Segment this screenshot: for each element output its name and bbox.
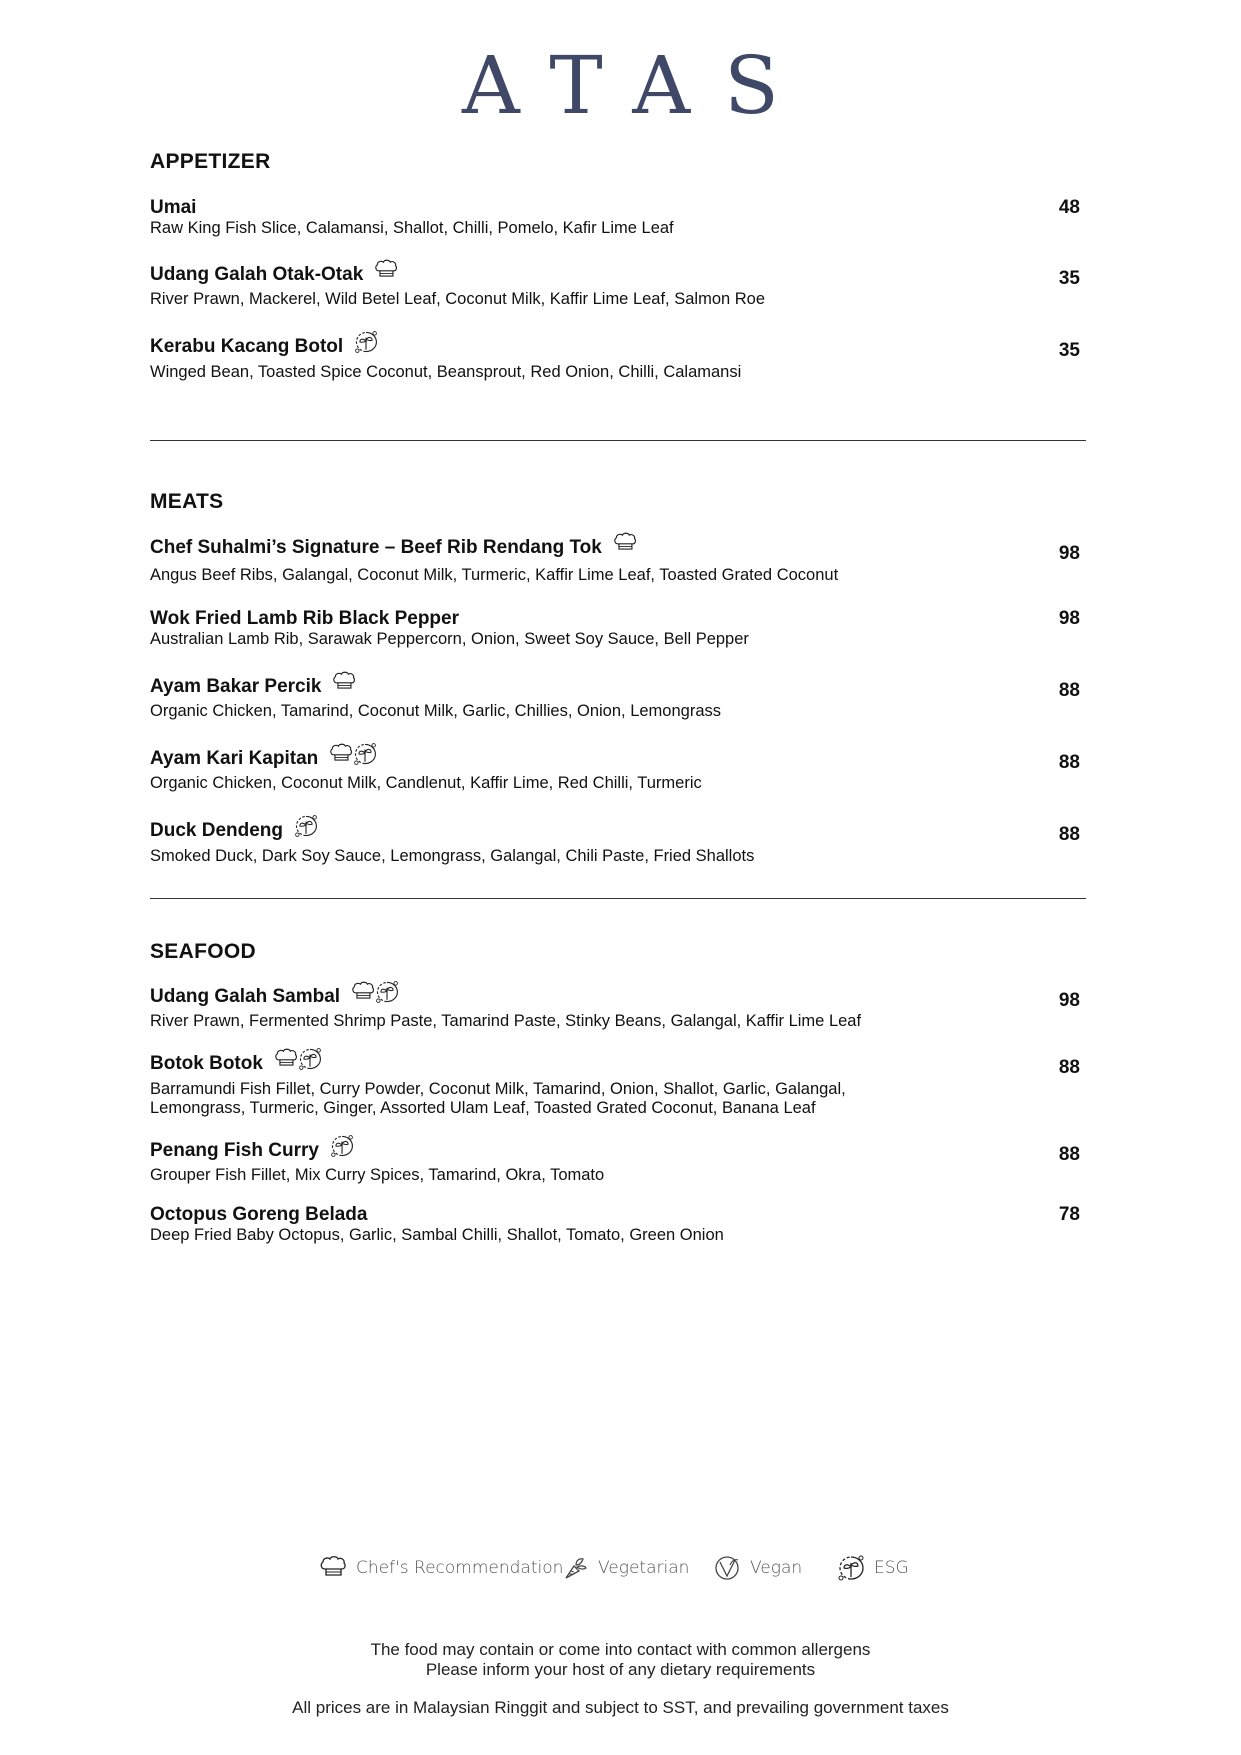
menu-item-description: River Prawn, Fermented Shrimp Paste, Tamarind Paste, Stinky Beans, Galangal, Kaffir Lime Leaf bbox=[150, 1012, 862, 1030]
section-title-seafood: SEAFOOD bbox=[150, 940, 256, 963]
menu-item-description-cont: Lemongrass, Turmeric, Ginger, Assorted Ulam Leaf, Toasted Grated Coconut, Banana Leaf bbox=[150, 1099, 816, 1117]
esg-icon bbox=[374, 979, 400, 1005]
chef-hat-icon bbox=[350, 979, 376, 1005]
esg-icon bbox=[293, 813, 319, 839]
menu-item-price: 88 bbox=[1058, 1057, 1080, 1078]
menu-item-name: Chef Suhalmi’s Signature – Beef Rib Rendang Tok bbox=[150, 533, 638, 559]
menu-item-price: 35 bbox=[1058, 340, 1080, 361]
menu-item-description: River Prawn, Mackerel, Wild Betel Leaf, Coconut Milk, Kaffir Lime Leaf, Salmon Roe bbox=[150, 290, 766, 308]
legend-label: Vegan bbox=[750, 1558, 803, 1578]
dietary-notice: Please inform your host of any dietary requirements bbox=[425, 1660, 816, 1679]
chef-hat-icon bbox=[373, 257, 399, 283]
menu-item-name: Udang Galah Otak-Otak bbox=[150, 260, 399, 286]
section-title-appetizer: APPETIZER bbox=[150, 150, 271, 173]
esg-icon bbox=[353, 329, 379, 355]
chef-hat-icon bbox=[328, 741, 354, 767]
esg-icon bbox=[329, 1133, 355, 1159]
menu-item-name: Umai bbox=[150, 197, 197, 218]
menu-item-name: Botok Botok bbox=[150, 1049, 323, 1075]
menu-item-price: 48 bbox=[1058, 197, 1080, 218]
menu-item-description: Grouper Fish Fillet, Mix Curry Spices, Tamarind, Okra, Tomato bbox=[150, 1166, 605, 1184]
menu-item-price: 78 bbox=[1058, 1204, 1080, 1225]
chef-hat-icon bbox=[318, 1553, 348, 1583]
vegan-icon bbox=[712, 1553, 742, 1583]
menu-item-name: Duck Dendeng bbox=[150, 816, 319, 842]
menu-item-name: Penang Fish Curry bbox=[150, 1136, 355, 1162]
menu-item-description: Australian Lamb Rib, Sarawak Peppercorn, Onion, Sweet Soy Sauce, Bell Pepper bbox=[150, 630, 749, 648]
menu-item-price: 88 bbox=[1058, 824, 1080, 845]
menu-item-name: Udang Galah Sambal bbox=[150, 982, 400, 1008]
chef-hat-icon bbox=[273, 1046, 299, 1072]
menu-item-name: Wok Fried Lamb Rib Black Pepper bbox=[150, 608, 460, 629]
legend-item-vegan bbox=[712, 1548, 802, 1588]
menu-item-name: Octopus Goreng Belada bbox=[150, 1204, 368, 1225]
menu-item-description: Smoked Duck, Dark Soy Sauce, Lemongrass, Galangal, Chili Paste, Fried Shallots bbox=[150, 847, 755, 865]
section-divider bbox=[150, 898, 1086, 899]
esg-icon bbox=[297, 1046, 323, 1072]
chef-hat-icon bbox=[331, 669, 357, 695]
vegetarian-icon bbox=[560, 1553, 590, 1583]
legend-label: Chef's Recommendation bbox=[356, 1558, 564, 1578]
menu-item-price: 98 bbox=[1058, 990, 1080, 1011]
section-title-meats: MEATS bbox=[150, 490, 224, 513]
esg-icon bbox=[352, 741, 378, 767]
legend-item-esg bbox=[836, 1548, 909, 1588]
menu-item-price: 88 bbox=[1058, 680, 1080, 701]
menu-item-description: Winged Bean, Toasted Spice Coconut, Beansprout, Red Onion, Chilli, Calamansi bbox=[150, 363, 742, 381]
esg-icon bbox=[836, 1553, 866, 1583]
menu-item-description: Raw King Fish Slice, Calamansi, Shallot, Chilli, Pomelo, Kafir Lime Leaf bbox=[150, 219, 674, 237]
menu-item-name: Kerabu Kacang Botol bbox=[150, 332, 379, 358]
brand-logo: ATAS bbox=[462, 39, 813, 132]
legend-item-chef bbox=[318, 1548, 563, 1588]
chef-hat-icon bbox=[612, 530, 638, 556]
menu-item-description: Organic Chicken, Coconut Milk, Candlenut, Kaffir Lime, Red Chilli, Turmeric bbox=[150, 774, 702, 792]
menu-item-name: Ayam Bakar Percik bbox=[150, 672, 357, 698]
menu-item-price: 98 bbox=[1058, 608, 1080, 629]
menu-item-name: Ayam Kari Kapitan bbox=[150, 744, 378, 770]
legend-item-vegetarian bbox=[560, 1548, 689, 1588]
menu-item-description: Angus Beef Ribs, Galangal, Coconut Milk, Turmeric, Kaffir Lime Leaf, Toasted Grated Coconut bbox=[150, 566, 839, 584]
legend-label: Vegetarian bbox=[598, 1558, 690, 1578]
menu-item-description: Deep Fried Baby Octopus, Garlic, Sambal Chilli, Shallot, Tomato, Green Onion bbox=[150, 1226, 724, 1244]
menu-item-description: Organic Chicken, Tamarind, Coconut Milk, Garlic, Chillies, Onion, Lemongrass bbox=[150, 702, 722, 720]
menu-item-price: 98 bbox=[1058, 543, 1080, 564]
menu-item-price: 35 bbox=[1058, 268, 1080, 289]
menu-item-price: 88 bbox=[1058, 752, 1080, 773]
allergen-notice: The food may contain or come into contact with common allergens bbox=[370, 1640, 871, 1659]
tax-notice: All prices are in Malaysian Ringgit and subject to SST, and prevailing government taxes bbox=[292, 1698, 949, 1717]
menu-item-price: 88 bbox=[1058, 1144, 1080, 1165]
icon-legend bbox=[0, 1548, 1241, 1588]
section-divider bbox=[150, 440, 1086, 441]
legend-label: ESG bbox=[874, 1558, 909, 1578]
menu-item-description: Barramundi Fish Fillet, Curry Powder, Coconut Milk, Tamarind, Onion, Shallot, Garlic, Galangal, bbox=[150, 1080, 846, 1098]
